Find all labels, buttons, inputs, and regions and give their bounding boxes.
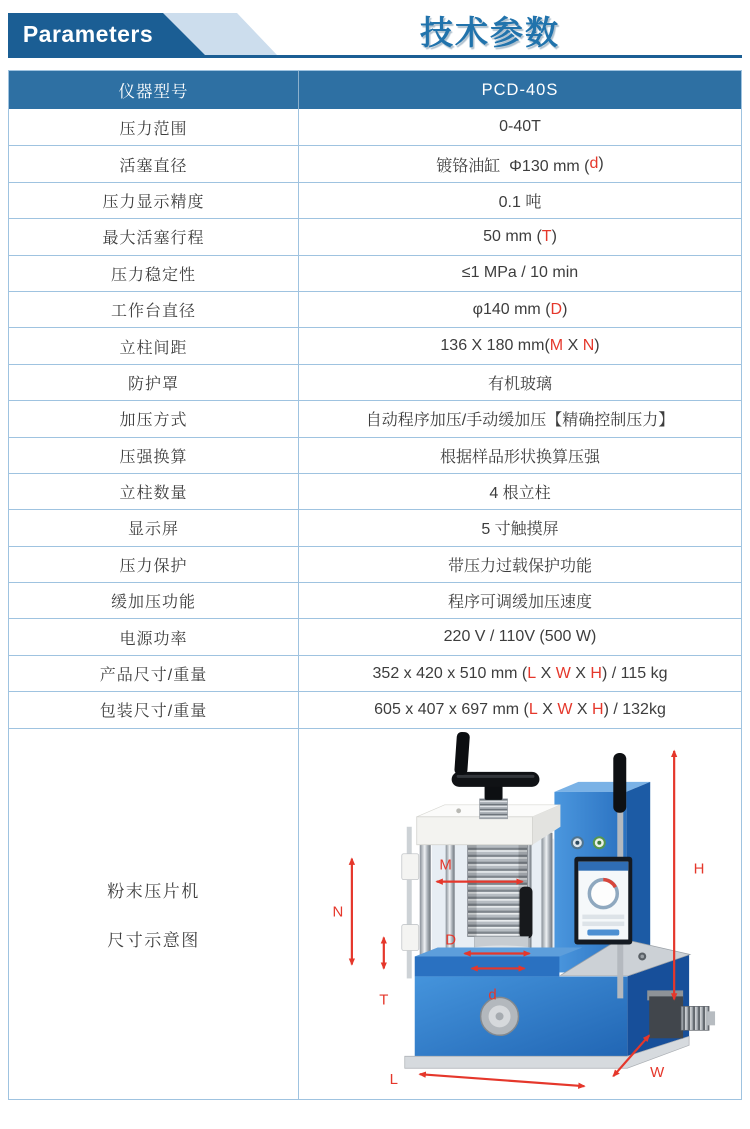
dimension-label-t: T: [379, 991, 389, 1009]
parameters-badge-label: Parameters: [22, 21, 154, 47]
row-label: 压力显示精度: [9, 183, 299, 218]
dimension-label-w: W: [650, 1063, 665, 1081]
row-value: 根据样品形状换算压强: [439, 448, 600, 466]
diagram-caption: [9, 729, 299, 1099]
row-value: 50 mm ( T ): [483, 227, 557, 245]
row-label: 缓加压功能: [9, 583, 299, 618]
row-value: 352 x 420 x 510 mm ( L X W X H ) / 115 kg: [372, 664, 668, 682]
dimension-label-n: N: [332, 903, 344, 921]
dimension-label-d-upper: D: [445, 931, 457, 949]
table-row: [9, 327, 741, 363]
page-title: 技术参数: [420, 14, 560, 51]
spec-table: [8, 70, 742, 1100]
table-row: [9, 109, 741, 145]
dimension-arrow-l: [420, 1074, 585, 1086]
table-header-row: [9, 71, 741, 109]
dimension-label-h: H: [693, 860, 705, 878]
table-row: [9, 437, 741, 473]
row-value: 镀铬油缸 Φ130 mm ( d ): [436, 155, 604, 175]
table-row: [9, 182, 741, 218]
machine-dimension-diagram: [299, 729, 741, 1099]
row-label: 显示屏: [9, 510, 299, 545]
row-label: 压力范围: [9, 109, 299, 145]
row-label: 立柱数量: [9, 474, 299, 509]
table-row: [9, 364, 741, 400]
row-label: 压强换算: [9, 438, 299, 473]
table-row: [9, 546, 741, 582]
row-value: 136 X 180 mm( M X N ): [440, 337, 600, 355]
row-value: 0-40T: [499, 118, 541, 136]
dimension-label-m: M: [439, 856, 452, 874]
table-row: [9, 145, 741, 181]
row-label: 包装尺寸/重量: [9, 692, 299, 727]
threaded-cylinder: [468, 844, 533, 938]
row-label: 电源功率: [9, 619, 299, 654]
dimension-label-l: L: [389, 1070, 398, 1088]
table-row: [9, 291, 741, 327]
diagram-caption-line1: 粉末压片机: [107, 881, 200, 901]
table-row: [9, 691, 741, 727]
row-label: 产品尺寸/重量: [9, 656, 299, 691]
row-value: 5 寸触摸屏: [481, 521, 559, 539]
row-value: ≤1 MPa / 10 min: [461, 264, 579, 282]
row-value: 0.1 吨: [498, 193, 542, 211]
touchscreen-panel: [574, 856, 632, 944]
table-row: [9, 618, 741, 654]
table-row: [9, 473, 741, 509]
machine-diagram-cell: [299, 729, 741, 1099]
table-header-label: 仪器型号: [9, 71, 299, 109]
dimension-label-d-lower: d: [488, 986, 497, 1004]
table-row: [9, 655, 741, 691]
row-label: 最大活塞行程: [9, 219, 299, 254]
row-label: 工作台直径: [9, 292, 299, 327]
row-value: 自动程序加压/手动缓加压【精确控制压力】: [365, 412, 675, 430]
row-label: 压力保护: [9, 547, 299, 582]
row-value: 程序可调缓加压速度: [447, 594, 592, 612]
table-row: [9, 582, 741, 618]
machine-illustration: [402, 731, 715, 1068]
diagram-row: [9, 728, 741, 1099]
table-row: [9, 509, 741, 545]
row-label: 压力稳定性: [9, 256, 299, 291]
row-value: φ140 mm ( D ): [472, 300, 568, 318]
row-value: 605 x 407 x 697 mm ( L X W X H ) / 132kg: [374, 700, 666, 718]
table-body: [9, 109, 741, 728]
diagram-caption-line2: 尺寸示意图: [107, 930, 200, 950]
table-header-value: PCD-40S: [481, 80, 559, 99]
table-row: [9, 255, 741, 291]
row-value: 带压力过载保护功能: [447, 557, 592, 575]
row-label: 活塞直径: [9, 146, 299, 181]
row-label: 立柱间距: [9, 328, 299, 363]
row-value: 4 根立柱: [489, 485, 551, 503]
table-row: [9, 400, 741, 436]
row-value: 220 V / 110V (500 W): [443, 628, 597, 646]
row-label: 加压方式: [9, 401, 299, 436]
page-header: [0, 0, 750, 64]
row-label: 防护罩: [9, 365, 299, 400]
release-knob: [481, 997, 519, 1035]
header-divider: [8, 55, 742, 58]
table-row: [9, 218, 741, 254]
row-value: 有机玻璃: [487, 375, 552, 393]
hydraulic-pump: [647, 990, 715, 1038]
